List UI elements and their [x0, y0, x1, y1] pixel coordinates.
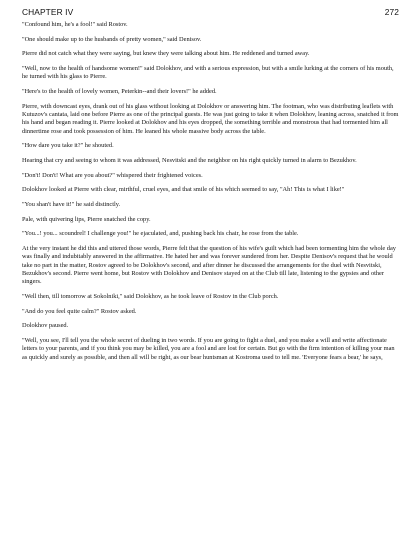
paragraph: At the very instant he did this and uttered those words, Pierre felt that the question of his wife's guilt which had been tormenting him the whole day was finally and indubitably answered in the affirmative. He hated her and was forever sundered from her. Despite Denisov's request that he would take no part in the matter, Rostov agreed to be Dolokhov's second, and after dinner he discussed the arrangements for the duel with Nesvitski, Bezukhov's second. Pierre went home, but Rostov with Dolokhov and Denisov stayed on at the Club till late, listening to the gypsies and other singers. [22, 245, 396, 286]
paragraph: "And do you feel quite calm?" Rostov asked. [22, 307, 137, 315]
paragraph: "Confound him, he's a fool!" said Rostov. [22, 21, 128, 28]
paragraph: "You...! you... scoundrel! I challenge you!" he ejaculated, and, pushing back his chair, he rose from the table. [22, 230, 299, 238]
paragraph: "How dare you take it?" he shouted. [22, 142, 114, 150]
paragraph: "Don't! Don't! What are you about?" whispered their frightened voices. [22, 171, 203, 179]
paragraph: Dolokhov looked at Pierre with clear, mirthful, cruel eyes, and that smile of his which seemed to say, "Ah! This is what I like!" [22, 186, 345, 194]
paragraph: Hearing that cry and seeing to whom it was addressed, Nesvitski and the neighbor on his right quickly turned in alarm to Bezukhov. [22, 157, 357, 164]
paragraph: "Well, you see, I'll tell you the whole secret of dueling in two words. If you are going to fight a duel, and you make a will and write affectionate letters to your parents, and if you think you may be killed, you are a fool and are lost for certain. But go with the firm intention of killing your man as quickly and surely as possible, and then all will be right, as our bear huntsman at Kostroma used to tell me. 'Everyone fears a bear,' he says, [22, 337, 395, 361]
paragraph: "Well then, till tomorrow at Sokolniki," said Dolokhov, as he took leave of Rostov in the Club porch. [22, 293, 279, 300]
paragraph: "Here's to the health of lovely women, Peterkin--and their lovers!" he added. [22, 88, 217, 96]
chapter-title: CHAPTER IV [22, 7, 74, 17]
paragraph: "One should make up to the husbands of pretty women," said Denisov. [22, 35, 202, 43]
paragraph: "Well, now to the health of handsome women!" said Dolokhov, and with a serious expression, but with a smile lurking at the corners of his mouth, he turned with his glass to Pierre. [22, 65, 394, 81]
paragraph: Pierre did not catch what they were saying, but knew they were talking about him. He reddened and turned away. [22, 50, 310, 58]
page-body [22, 21, 399, 362]
paragraph: Pierre, with downcast eyes, drank out of his glass without looking at Dolokhov or answering him. The footman, who was distributing leaflets with Kutuzov's cantata, laid one before Pierre as one of the principal guests. He was just going to take it when Dolokhov, leaning across, snatched it from his hand and began reading it. Pierre looked at Dolokhov and his eyes dropped, the something terrible and monstrous that had tormented him all dinnertime rose and took possession of him. He leaned his whole massive body across the table. [22, 102, 399, 135]
page-header [22, 0, 399, 17]
paragraph: Dolokhov paused. [22, 322, 69, 330]
page-number: 272 [384, 7, 399, 17]
paragraph: Pale, with quivering lips, Pierre snatched the copy. [22, 215, 151, 223]
paragraph: "You shan't have it!" he said distinctly. [22, 201, 121, 209]
